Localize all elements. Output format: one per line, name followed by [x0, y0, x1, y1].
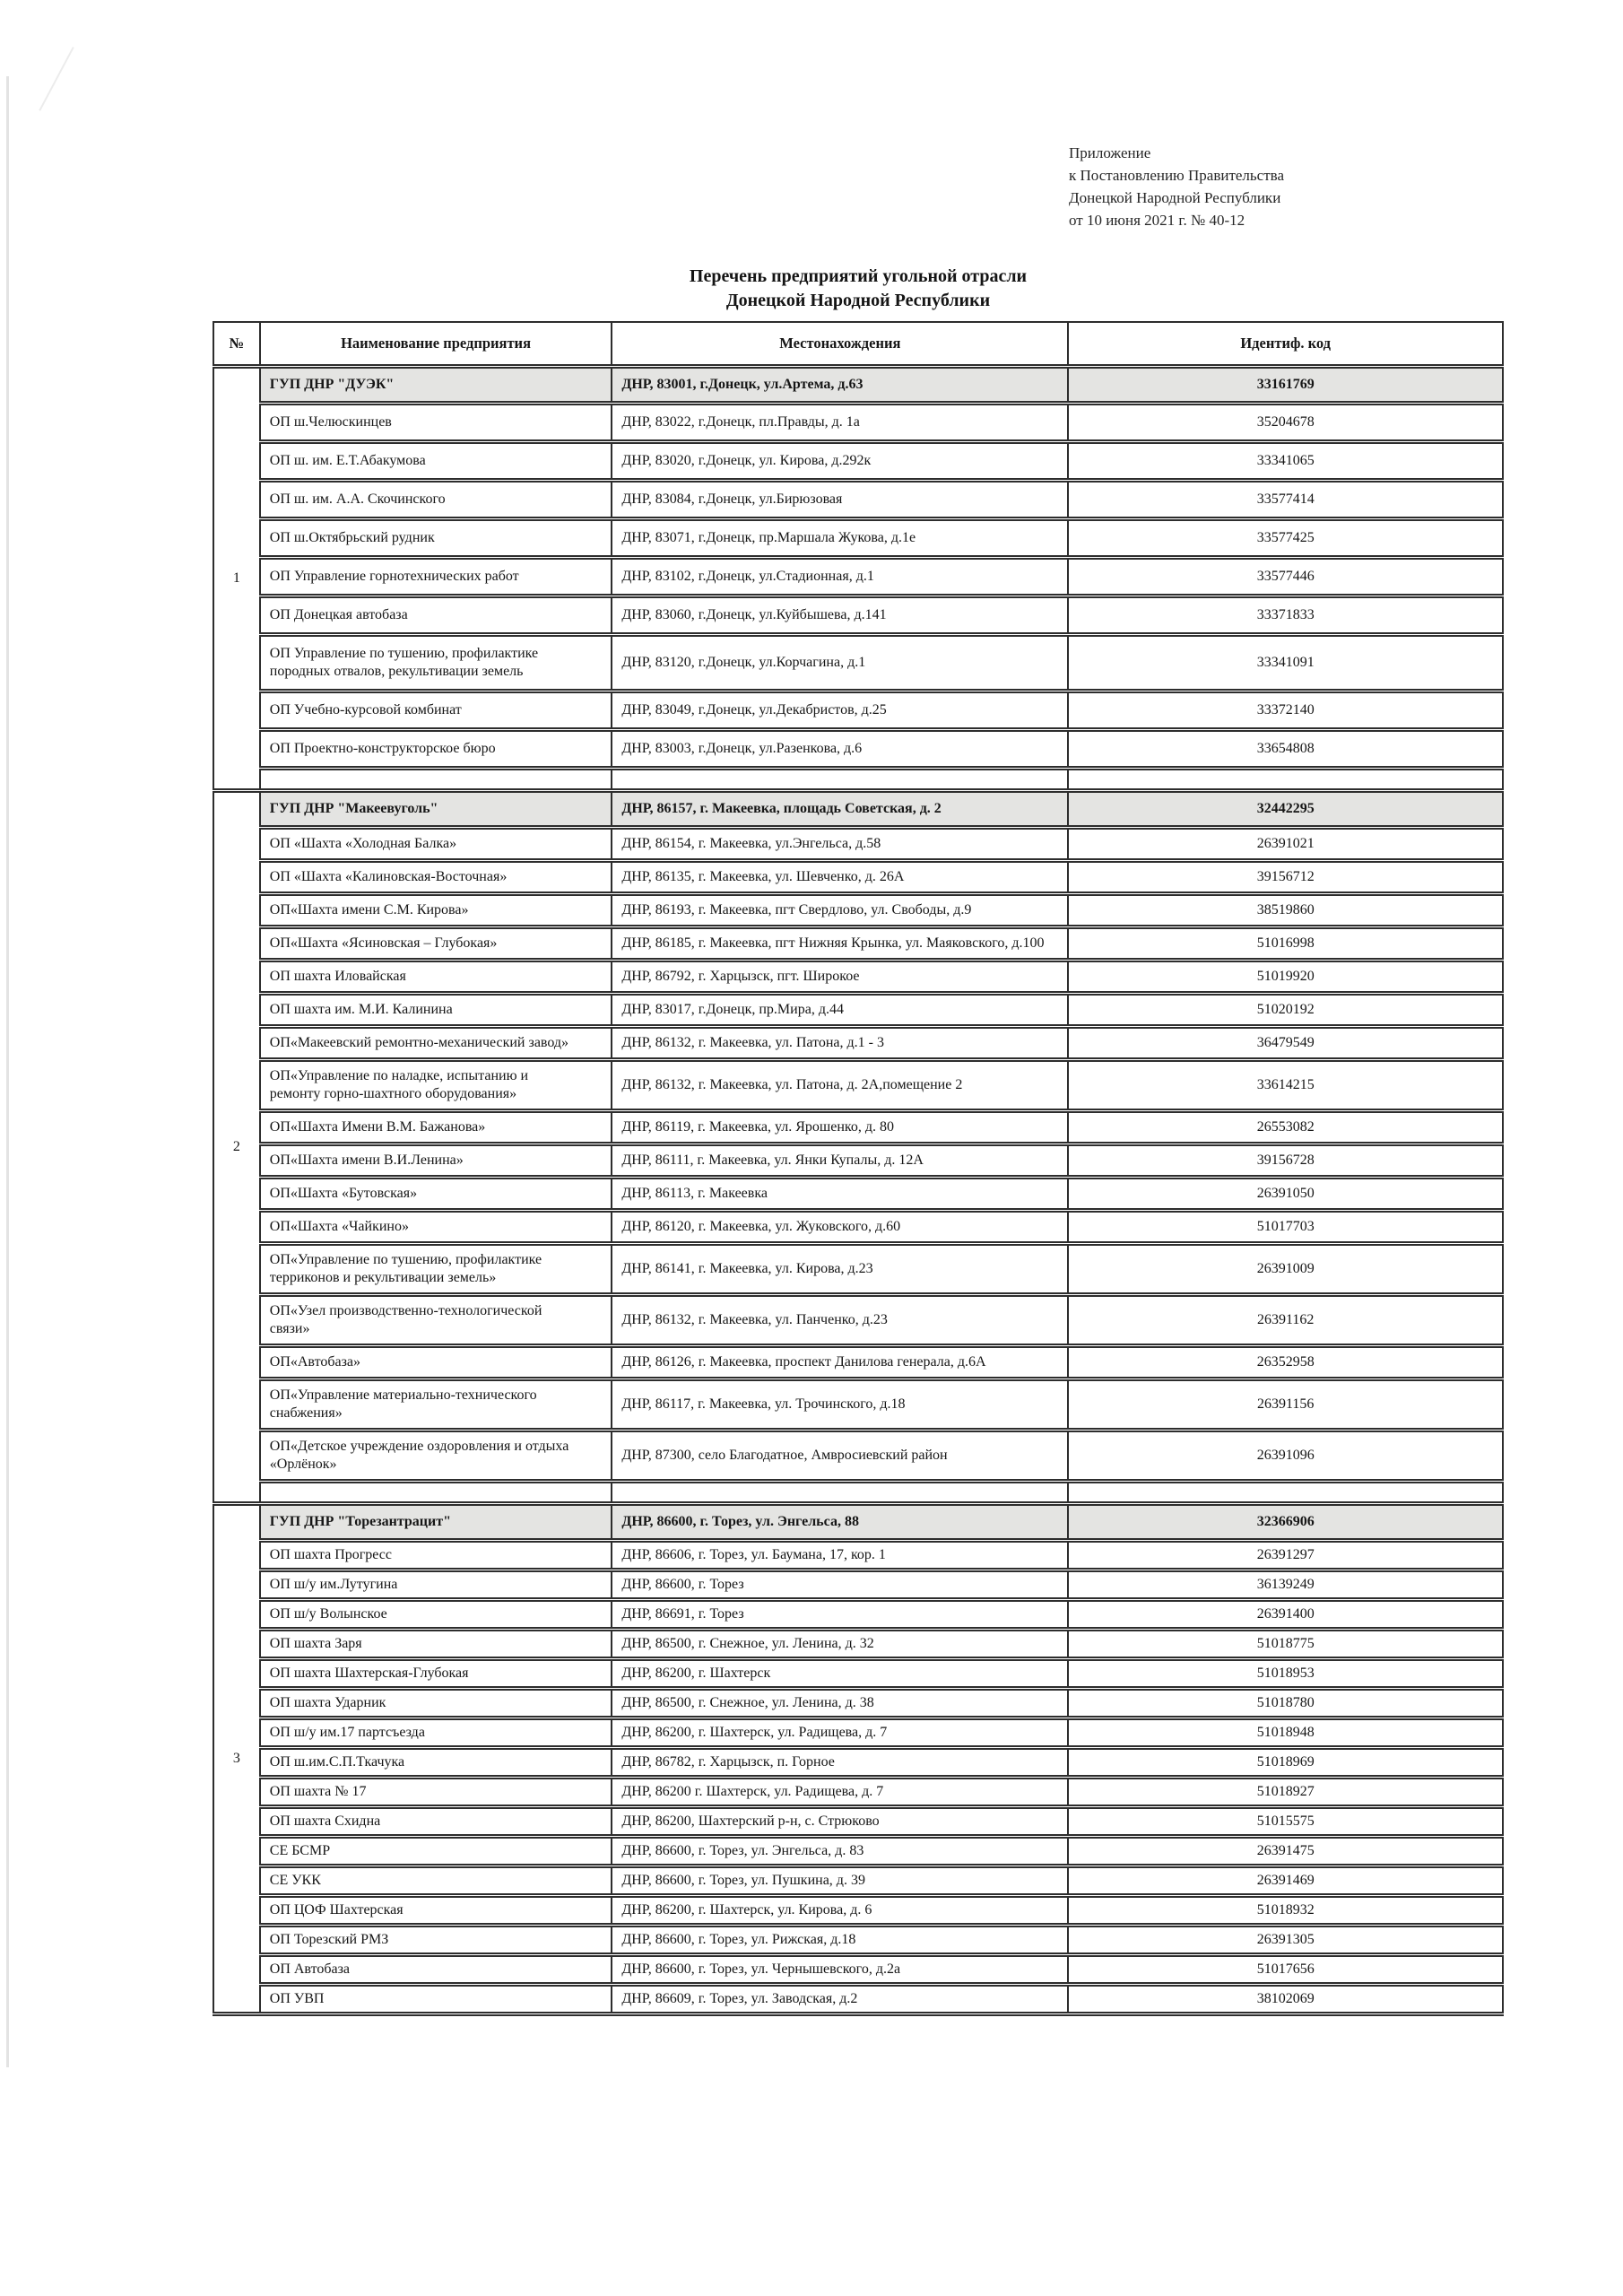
enterprise-row — [213, 1896, 1503, 1926]
section-head-name: ГУП ДНР "Макеевуголь" — [260, 791, 612, 828]
enterprise-row — [213, 1541, 1503, 1570]
enterprise-code: 38519860 — [1068, 894, 1503, 927]
enterprise-row — [213, 1630, 1503, 1659]
enterprise-location: ДНР, 86200, г. Шахтерск — [612, 1659, 1068, 1689]
enterprise-name: ОП Управление горнотехнических работ — [260, 558, 612, 596]
enterprise-location: ДНР, 86200, Шахтерский р-н, с. Стрюково — [612, 1807, 1068, 1837]
enterprise-name: ОП«Управление материально-технического снабжения» — [260, 1379, 612, 1431]
enterprise-name: ОП ш.им.С.П.Ткачука — [260, 1748, 612, 1778]
enterprise-code: 33341091 — [1068, 635, 1503, 691]
enterprise-row — [213, 1689, 1503, 1718]
enterprise-row — [213, 1778, 1503, 1807]
enterprise-row — [213, 404, 1503, 442]
enterprise-code: 26391021 — [1068, 828, 1503, 861]
enterprise-row — [213, 1178, 1503, 1211]
enterprise-row — [213, 1837, 1503, 1866]
enterprise-location: ДНР, 86193, г. Макеевка, пгт Свердлово, ул. Свободы, д.9 — [612, 894, 1068, 927]
enterprise-row — [213, 861, 1503, 894]
enterprise-location: ДНР, 86500, г. Снежное, ул. Ленина, д. 38 — [612, 1689, 1068, 1718]
section-head-code: 32442295 — [1068, 791, 1503, 828]
enterprise-location: ДНР, 83003, г.Донецк, ул.Разенкова, д.6 — [612, 730, 1068, 769]
enterprise-location: ДНР, 86600, г. Торез, ул. Пушкина, д. 39 — [612, 1866, 1068, 1896]
enterprise-code: 26391096 — [1068, 1431, 1503, 1482]
section-head-code: 33161769 — [1068, 367, 1503, 404]
enterprise-name: ОП ЦОФ Шахтерская — [260, 1896, 612, 1926]
enterprise-code: 26391009 — [1068, 1244, 1503, 1295]
enterprise-row — [213, 1866, 1503, 1896]
enterprise-code: 26391050 — [1068, 1178, 1503, 1211]
enterprise-name: ОП Донецкая автобаза — [260, 596, 612, 635]
enterprise-location: ДНР, 86606, г. Торез, ул. Баумана, 17, кор. 1 — [612, 1541, 1068, 1570]
enterprise-row — [213, 442, 1503, 481]
enterprise-code: 33341065 — [1068, 442, 1503, 481]
enterprise-row — [213, 1244, 1503, 1295]
enterprise-name: ОП«Шахта имени В.И.Ленина» — [260, 1144, 612, 1178]
enterprise-location: ДНР, 86135, г. Макеевка, ул. Шевченко, д. 26А — [612, 861, 1068, 894]
enterprise-name: СЕ УКК — [260, 1866, 612, 1896]
enterprise-code: 26391475 — [1068, 1837, 1503, 1866]
scan-artifact-left-edge — [6, 76, 9, 2067]
enterprise-name: ОП Управление по тушению, профилактике породных отвалов, рекультивации земель — [260, 635, 612, 691]
enterprise-code: 51018780 — [1068, 1689, 1503, 1718]
enterprise-row — [213, 1600, 1503, 1630]
enterprise-location: ДНР, 86200 г. Шахтерск, ул. Радищева, д. 7 — [612, 1778, 1068, 1807]
enterprise-name: ОП ш/у им.Лутугина — [260, 1570, 612, 1600]
enterprise-row — [213, 1807, 1503, 1837]
enterprise-location: ДНР, 86691, г. Торез — [612, 1600, 1068, 1630]
enterprise-code: 51016998 — [1068, 927, 1503, 961]
enterprise-row — [213, 635, 1503, 691]
section-header-row — [213, 791, 1503, 828]
enterprise-name: ОП«Шахта «Бутовская» — [260, 1178, 612, 1211]
enterprise-row — [213, 1926, 1503, 1955]
enterprise-name: ОП«Шахта «Чайкино» — [260, 1211, 612, 1244]
section-number: 1 — [213, 367, 260, 791]
enterprise-location: ДНР, 86141, г. Макеевка, ул. Кирова, д.23 — [612, 1244, 1068, 1295]
enterprise-row — [213, 1379, 1503, 1431]
enterprise-location: ДНР, 86117, г. Макеевка, ул. Трочинского, д.18 — [612, 1379, 1068, 1431]
enterprise-name: ОП шахта Ударник — [260, 1689, 612, 1718]
enterprise-row — [213, 828, 1503, 861]
enterprise-row — [213, 558, 1503, 596]
enterprise-name: ОП«Управление по тушению, профилактике терриконов и рекультивации земель» — [260, 1244, 612, 1295]
section-head-name: ГУП ДНР "ДУЭК" — [260, 367, 612, 404]
spacer-cell — [1068, 1482, 1503, 1504]
enterprise-name: ОП шахта Иловайская — [260, 961, 612, 994]
enterprise-code: 51017703 — [1068, 1211, 1503, 1244]
enterprise-code: 26391297 — [1068, 1541, 1503, 1570]
enterprise-location: ДНР, 86113, г. Макеевка — [612, 1178, 1068, 1211]
annotation-line: Донецкой Народной Республики — [1069, 189, 1281, 206]
enterprise-row — [213, 1211, 1503, 1244]
enterprise-row — [213, 481, 1503, 519]
annotation-line: Приложение — [1069, 144, 1151, 161]
enterprise-code: 33372140 — [1068, 691, 1503, 730]
enterprise-name: ОП«Узел производственно-технологической связи» — [260, 1295, 612, 1346]
enterprise-location: ДНР, 86200, г. Шахтерск, ул. Радищева, д. 7 — [612, 1718, 1068, 1748]
section-number: 2 — [213, 791, 260, 1504]
enterprise-name: ОП Учебно-курсовой комбинат — [260, 691, 612, 730]
enterprise-location: ДНР, 86185, г. Макеевка, пгт Нижняя Крынка, ул. Маяковского, д.100 — [612, 927, 1068, 961]
enterprise-row — [213, 1144, 1503, 1178]
section-3 — [213, 1504, 1503, 2014]
enterprise-name: ОП ш. им. А.А. Скочинского — [260, 481, 612, 519]
section-head-location: ДНР, 86157, г. Макеевка, площадь Советская, д. 2 — [612, 791, 1068, 828]
enterprise-name: ОП«Управление по наладке, испытанию и ремонту горно-шахтного оборудования» — [260, 1060, 612, 1111]
enterprise-name: ОП «Шахта «Калиновская-Восточная» — [260, 861, 612, 894]
column-header-num: № — [213, 322, 260, 367]
enterprise-code: 33654808 — [1068, 730, 1503, 769]
section-2 — [213, 791, 1503, 1504]
section-head-code: 32366906 — [1068, 1504, 1503, 1541]
annotation-line: к Постановлению Правительства — [1069, 167, 1284, 184]
enterprise-code: 51017656 — [1068, 1955, 1503, 1985]
enterprise-location: ДНР, 86132, г. Макеевка, ул. Патона, д. 2А,помещение 2 — [612, 1060, 1068, 1111]
enterprise-location: ДНР, 86154, г. Макеевка, ул.Энгельса, д.58 — [612, 828, 1068, 861]
table-header-row — [213, 322, 1503, 367]
annotation-line: от 10 июня 2021 г. № 40-12 — [1069, 212, 1245, 229]
enterprise-location: ДНР, 86792, г. Харцызск, пгт. Широкое — [612, 961, 1068, 994]
spacer-cell — [612, 1482, 1068, 1504]
enterprise-row — [213, 1748, 1503, 1778]
title-line: Перечень предприятий угольной отрасли — [689, 266, 1028, 286]
enterprise-code: 51018953 — [1068, 1659, 1503, 1689]
column-header-code: Идентиф. код — [1068, 322, 1503, 367]
enterprise-name: ОП Автобаза — [260, 1955, 612, 1985]
enterprise-name: ОП шахта им. М.И. Калинина — [260, 994, 612, 1027]
enterprise-code: 26352958 — [1068, 1346, 1503, 1379]
enterprise-row — [213, 1295, 1503, 1346]
enterprise-location: ДНР, 83120, г.Донецк, ул.Корчагина, д.1 — [612, 635, 1068, 691]
enterprise-location: ДНР, 83049, г.Донецк, ул.Декабристов, д.25 — [612, 691, 1068, 730]
enterprise-name: ОП шахта Шахтерская-Глубокая — [260, 1659, 612, 1689]
enterprise-row — [213, 894, 1503, 927]
enterprise-name: ОП«Детское учреждение оздоровления и отдыха «Орлёнок» — [260, 1431, 612, 1482]
enterprise-code: 33577414 — [1068, 481, 1503, 519]
spacer-cell — [260, 769, 612, 791]
section-number: 3 — [213, 1504, 260, 2014]
enterprise-code: 51019920 — [1068, 961, 1503, 994]
enterprise-location: ДНР, 83102, г.Донецк, ул.Стадионная, д.1 — [612, 558, 1068, 596]
enterprise-name: ОП«Шахта «Ясиновская – Глубокая» — [260, 927, 612, 961]
enterprise-name: ОП «Шахта «Холодная Балка» — [260, 828, 612, 861]
enterprise-name: ОП ш.Челюскинцев — [260, 404, 612, 442]
enterprise-location: ДНР, 86126, г. Макеевка, проспект Данилова генерала, д.6А — [612, 1346, 1068, 1379]
enterprise-location: ДНР, 83071, г.Донецк, пр.Маршала Жукова, д.1е — [612, 519, 1068, 558]
enterprise-location: ДНР, 86119, г. Макеевка, ул. Ярошенко, д. 80 — [612, 1111, 1068, 1144]
enterprise-name: ОП УВП — [260, 1985, 612, 2014]
enterprise-row — [213, 1659, 1503, 1689]
enterprise-location: ДНР, 86500, г. Снежное, ул. Ленина, д. 32 — [612, 1630, 1068, 1659]
enterprise-name: ОП«Автобаза» — [260, 1346, 612, 1379]
enterprise-name: ОП шахта Схидна — [260, 1807, 612, 1837]
section-1 — [213, 367, 1503, 791]
enterprise-name: ОП«Шахта имени С.М. Кирова» — [260, 894, 612, 927]
enterprise-location: ДНР, 86111, г. Макеевка, ул. Янки Купалы, д. 12А — [612, 1144, 1068, 1178]
enterprise-code: 36139249 — [1068, 1570, 1503, 1600]
enterprise-name: ОП шахта № 17 — [260, 1778, 612, 1807]
enterprise-row — [213, 1027, 1503, 1060]
enterprise-code: 39156728 — [1068, 1144, 1503, 1178]
section-spacer-row — [213, 769, 1503, 791]
enterprise-code: 33577446 — [1068, 558, 1503, 596]
enterprise-row — [213, 1111, 1503, 1144]
enterprise-name: ОП ш.Октябрьский рудник — [260, 519, 612, 558]
enterprise-code: 51018927 — [1068, 1778, 1503, 1807]
enterprises-table — [213, 321, 1504, 2016]
enterprise-location: ДНР, 83022, г.Донецк, пл.Правды, д. 1а — [612, 404, 1068, 442]
scan-artifact-scratch — [39, 47, 74, 111]
enterprise-name: ОП ш. им. Е.Т.Абакумова — [260, 442, 612, 481]
section-spacer-row — [213, 1482, 1503, 1504]
enterprise-name: ОП«Шахта Имени В.М. Бажанова» — [260, 1111, 612, 1144]
title-line: Донецкой Народной Республики — [725, 291, 991, 310]
enterprise-row — [213, 691, 1503, 730]
enterprise-name: ОП ш/у Волынское — [260, 1600, 612, 1630]
enterprise-location: ДНР, 86132, г. Макеевка, ул. Панченко, д.23 — [612, 1295, 1068, 1346]
enterprise-location: ДНР, 86600, г. Торез — [612, 1570, 1068, 1600]
enterprise-location: ДНР, 86120, г. Макеевка, ул. Жуковского, д.60 — [612, 1211, 1068, 1244]
spacer-cell — [260, 1482, 612, 1504]
section-header-row — [213, 1504, 1503, 1541]
enterprise-code: 26391469 — [1068, 1866, 1503, 1896]
enterprise-row — [213, 1718, 1503, 1748]
section-head-location: ДНР, 86600, г. Торез, ул. Энгельса, 88 — [612, 1504, 1068, 1541]
enterprise-code: 51018775 — [1068, 1630, 1503, 1659]
enterprise-code: 38102069 — [1068, 1985, 1503, 2014]
enterprise-row — [213, 1431, 1503, 1482]
section-head-location: ДНР, 83001, г.Донецк, ул.Артема, д.63 — [612, 367, 1068, 404]
document-title — [213, 265, 1504, 313]
enterprise-location: ДНР, 86600, г. Торез, ул. Чернышевского, д.2а — [612, 1955, 1068, 1985]
enterprise-code: 26553082 — [1068, 1111, 1503, 1144]
annotation-block — [1069, 142, 1284, 231]
enterprise-location: ДНР, 83017, г.Донецк, пр.Мира, д.44 — [612, 994, 1068, 1027]
column-header-name: Наименование предприятия — [260, 322, 612, 367]
enterprise-name: ОП«Макеевский ремонтно-механический завод» — [260, 1027, 612, 1060]
enterprise-location: ДНР, 86609, г. Торез, ул. Заводская, д.2 — [612, 1985, 1068, 2014]
enterprise-name: ОП шахта Прогресс — [260, 1541, 612, 1570]
enterprise-code: 51018932 — [1068, 1896, 1503, 1926]
enterprise-code: 26391162 — [1068, 1295, 1503, 1346]
enterprise-code: 36479549 — [1068, 1027, 1503, 1060]
section-header-row — [213, 367, 1503, 404]
enterprise-name: СЕ БСМР — [260, 1837, 612, 1866]
enterprise-location: ДНР, 86782, г. Харцызск, п. Горное — [612, 1748, 1068, 1778]
enterprise-row — [213, 596, 1503, 635]
enterprise-name: ОП ш/у им.17 партсъезда — [260, 1718, 612, 1748]
enterprise-location: ДНР, 86200, г. Шахтерск, ул. Кирова, д. 6 — [612, 1896, 1068, 1926]
enterprise-code: 35204678 — [1068, 404, 1503, 442]
enterprise-name: ОП Торезский РМЗ — [260, 1926, 612, 1955]
enterprise-code: 51018948 — [1068, 1718, 1503, 1748]
enterprise-name: ОП шахта Заря — [260, 1630, 612, 1659]
enterprise-code: 26391305 — [1068, 1926, 1503, 1955]
enterprise-row — [213, 927, 1503, 961]
enterprise-location: ДНР, 86600, г. Торез, ул. Рижская, д.18 — [612, 1926, 1068, 1955]
enterprise-location: ДНР, 86600, г. Торез, ул. Энгельса, д. 83 — [612, 1837, 1068, 1866]
enterprise-row — [213, 1570, 1503, 1600]
enterprise-row — [213, 1346, 1503, 1379]
enterprise-row — [213, 730, 1503, 769]
enterprise-name: ОП Проектно-конструкторское бюро — [260, 730, 612, 769]
enterprise-code: 26391156 — [1068, 1379, 1503, 1431]
enterprise-code: 33614215 — [1068, 1060, 1503, 1111]
enterprise-location: ДНР, 83020, г.Донецк, ул. Кирова, д.292к — [612, 442, 1068, 481]
enterprise-code: 51020192 — [1068, 994, 1503, 1027]
spacer-cell — [612, 769, 1068, 791]
enterprise-row — [213, 519, 1503, 558]
enterprise-row — [213, 961, 1503, 994]
enterprise-code: 26391400 — [1068, 1600, 1503, 1630]
enterprise-row — [213, 1955, 1503, 1985]
enterprise-location: ДНР, 83060, г.Донецк, ул.Куйбышева, д.141 — [612, 596, 1068, 635]
section-head-name: ГУП ДНР "Торезантрацит" — [260, 1504, 612, 1541]
enterprise-code: 33371833 — [1068, 596, 1503, 635]
column-header-location: Местонахождения — [612, 322, 1068, 367]
enterprise-code: 51015575 — [1068, 1807, 1503, 1837]
enterprise-row — [213, 1985, 1503, 2014]
enterprise-code: 39156712 — [1068, 861, 1503, 894]
enterprise-location: ДНР, 83084, г.Донецк, ул.Бирюзовая — [612, 481, 1068, 519]
spacer-cell — [1068, 769, 1503, 791]
enterprise-row — [213, 1060, 1503, 1111]
enterprise-location: ДНР, 87300, село Благодатное, Амвросиевский район — [612, 1431, 1068, 1482]
enterprise-row — [213, 994, 1503, 1027]
enterprise-code: 33577425 — [1068, 519, 1503, 558]
enterprise-location: ДНР, 86132, г. Макеевка, ул. Патона, д.1 - 3 — [612, 1027, 1068, 1060]
enterprise-code: 51018969 — [1068, 1748, 1503, 1778]
